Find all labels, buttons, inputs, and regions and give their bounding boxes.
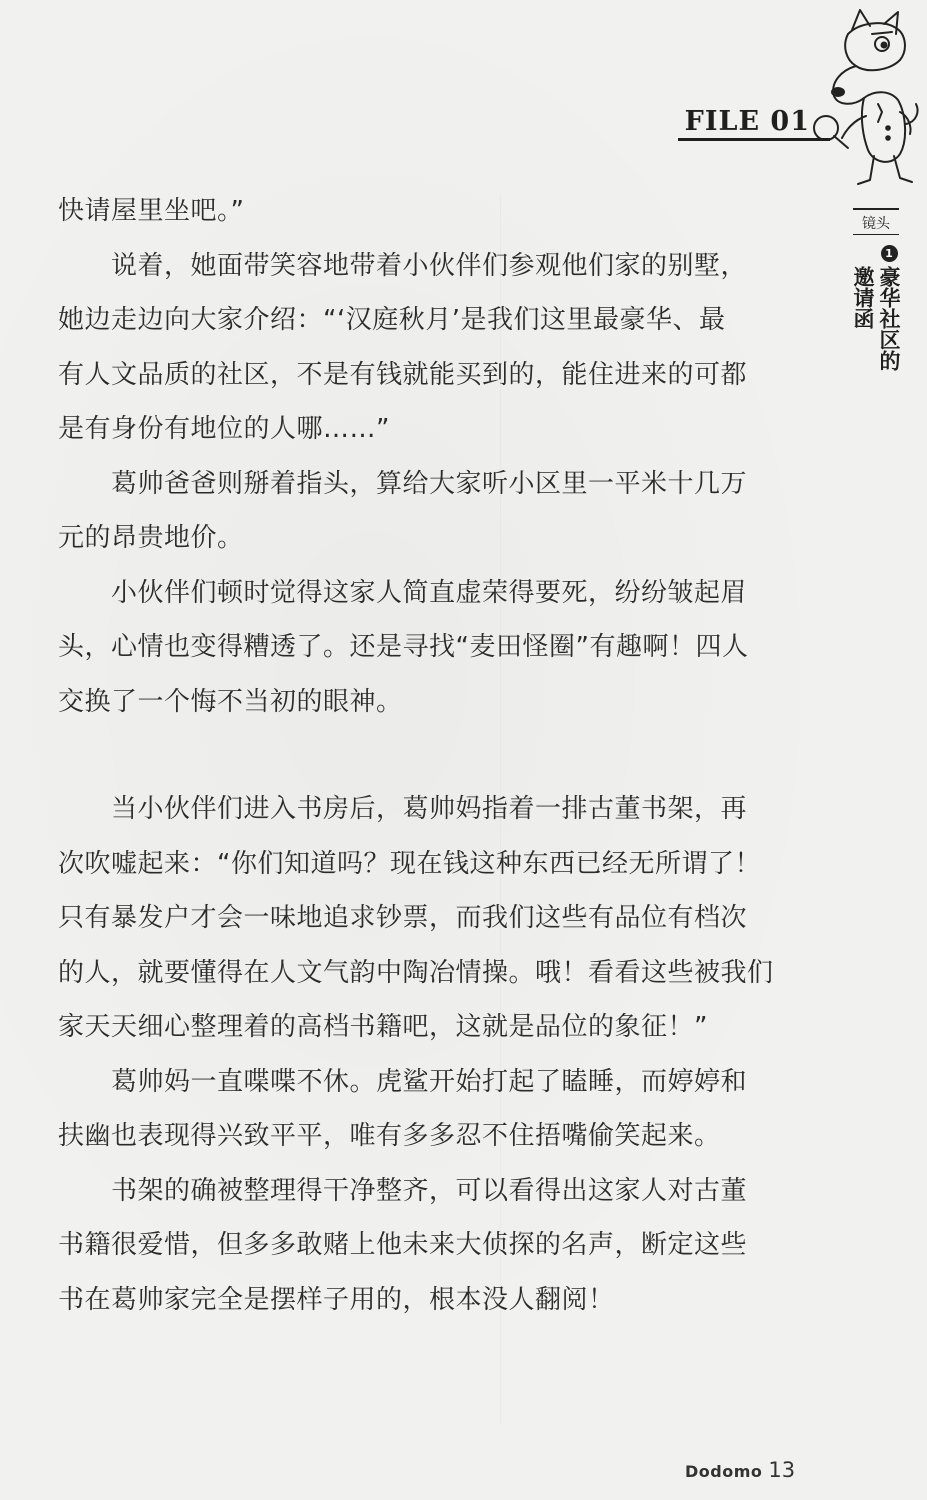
- text-line: 的人，就要懂得在人文气韵中陶冶情操。哦！看看这些被我们: [58, 957, 774, 988]
- header-rule: [678, 138, 830, 141]
- text-line: 有人文品质的社区，不是有钱就能买到的，能住进来的可都: [58, 359, 748, 390]
- page-number: 13: [768, 1458, 796, 1482]
- text-line: 元的昂贵地价。: [58, 523, 244, 553]
- chapter-number-badge: 1: [881, 245, 898, 262]
- text-line: 次吹嘘起来：“你们知道吗？现在钱这种东西已经无所谓了！: [58, 848, 761, 879]
- text-line: 小伙伴们顿时觉得这家人简直虚荣得要死，纷纷皱起眉: [58, 577, 748, 608]
- body-text: [58, 184, 818, 1327]
- page-footer: [685, 1458, 795, 1488]
- text-line: 书在葛帅家完全是摆样子用的，根本没人翻阅！: [58, 1284, 615, 1315]
- text-line: 书架的确被整理得干净整齐，可以看得出这家人对古董: [58, 1175, 748, 1206]
- text-line: 书籍很爱惜，但多多敢赌上他未来大侦探的名声，断定这些: [58, 1230, 748, 1260]
- chapter-title-vertical: [846, 245, 906, 371]
- chapter-title-part-1: 豪华社区的: [877, 266, 902, 371]
- text-line: 葛帅妈一直喋喋不休。虎鲨开始打起了瞌睡，而婷婷和: [58, 1066, 748, 1097]
- mascot-dog-illustration: [812, 4, 924, 200]
- text-line: 家天天细心整理着的高档书籍吧，这就是品位的象征！”: [58, 1012, 708, 1042]
- chapter-side-tab: [846, 208, 906, 371]
- text-line: 交换了一个悔不当初的眼神。: [58, 686, 403, 717]
- text-line: 她边走边向大家介绍：“‘汉庭秋月’是我们这里最豪华、最: [58, 305, 726, 335]
- text-line: 是有身份有地位的人哪……”: [58, 414, 390, 444]
- text-line: 说着，她面带笑容地带着小伙伴们参观他们家的别墅，: [58, 250, 748, 281]
- text-line: 头，心情也变得糟透了。还是寻找“麦田怪圈”有趣啊！四人: [58, 632, 749, 662]
- chapter-title-col-1: [877, 245, 901, 371]
- file-header: FILE 01: [684, 106, 810, 137]
- footer-brand: Dodomo: [685, 1462, 763, 1481]
- text-line: 扶幽也表现得兴致平平，唯有多多忍不住捂嘴偷笑起来。: [58, 1121, 721, 1151]
- text-line: 只有暴发户才会一味地追求钞票，而我们这些有品位有档次: [58, 903, 748, 933]
- chapter-title-col-2: [851, 245, 875, 371]
- text-line: 快请屋里坐吧。”: [58, 196, 245, 226]
- chapter-title-part-2: 邀请函: [851, 266, 876, 329]
- text-line: 葛帅爸爸则掰着指头，算给大家听小区里一平米十几万: [58, 468, 748, 499]
- section-break: [58, 729, 818, 782]
- side-tab-label: 镜头: [853, 208, 899, 235]
- text-line: 当小伙伴们进入书房后，葛帅妈指着一排古董书架，再: [58, 794, 748, 824]
